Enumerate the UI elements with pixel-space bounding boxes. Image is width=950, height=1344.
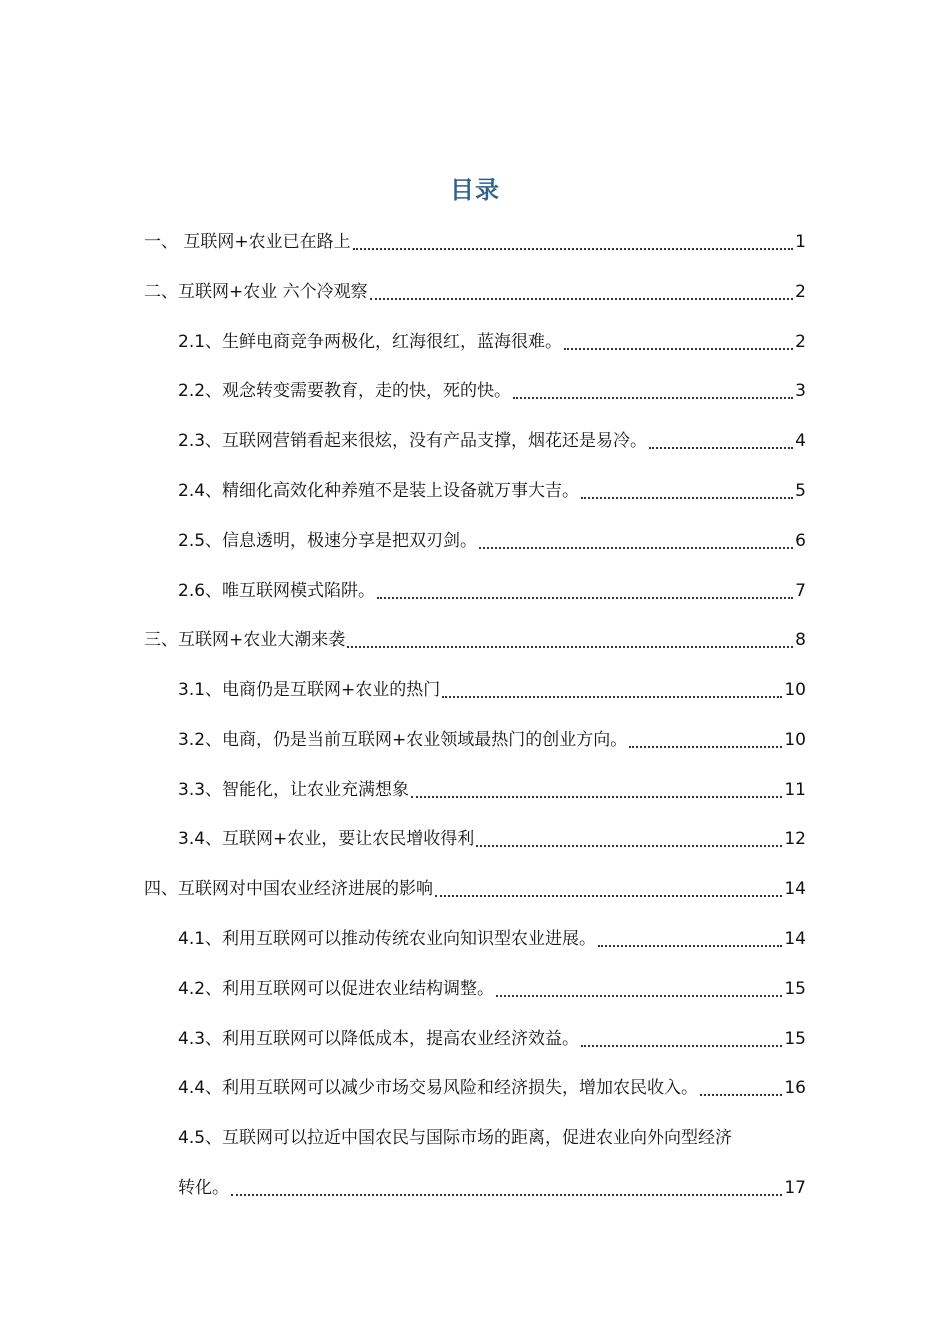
toc-page-number: 15: [784, 979, 806, 999]
toc-page-number: 10: [784, 730, 806, 750]
leader-dots: [513, 397, 793, 399]
toc-entry-label: 2.2、观念转变需要教育，走的快，死的快。: [178, 381, 512, 401]
toc-page-number: 14: [784, 929, 806, 949]
toc-entry-label: 2.5、信息透明，极速分享是把双刃剑。: [178, 531, 478, 551]
toc-entry-2-5[interactable]: [178, 529, 806, 553]
toc-entry-2-4[interactable]: [178, 479, 806, 503]
leader-dots: [370, 298, 794, 300]
toc-entry-1[interactable]: [144, 230, 806, 254]
toc-page-number: 2: [795, 332, 806, 352]
toc-entry-label: 2.4、精细化高效化种养殖不是装上设备就万事大吉。: [178, 481, 580, 501]
toc-entry-label: 3.3、智能化，让农业充满想象: [178, 780, 410, 800]
toc-page-number: 8: [795, 630, 806, 650]
toc-entry-label: 一、 互联网+农业已在路上: [144, 232, 351, 252]
toc-entry-label: 2.6、唯互联网模式陷阱。: [178, 581, 376, 601]
leader-dots: [442, 696, 782, 698]
toc-entry-2-3[interactable]: [178, 429, 806, 453]
toc-page-number: 1: [795, 232, 806, 252]
toc-entry-3-3[interactable]: [178, 778, 806, 802]
toc-entry-label: 4.3、利用互联网可以降低成本，提高农业经济效益。: [178, 1029, 580, 1049]
leader-dots: [435, 895, 782, 897]
page-title: 目录: [450, 176, 500, 204]
toc-entry-2[interactable]: [144, 280, 806, 304]
leader-dots: [476, 845, 782, 847]
toc-entry-4-5-first-line[interactable]: 4.5、互联网可以拉近中国农民与国际市场的距离，促进农业向外向型经济: [178, 1128, 733, 1148]
toc-entry-label: 三、互联网+农业大潮来袭: [144, 630, 346, 650]
toc-entry-label: 四、互联网对中国农业经济进展的影响: [144, 879, 433, 899]
toc-entry-3-2[interactable]: [178, 728, 806, 752]
toc-page-number: 15: [784, 1029, 806, 1049]
toc-page-number: 11: [784, 780, 806, 800]
toc-entry-4-5[interactable]: [178, 1176, 806, 1200]
leader-dots: [581, 497, 793, 499]
toc-entry-label: 二、互联网+农业 六个冷观察: [144, 282, 368, 302]
toc-entry-label: 转化。: [178, 1178, 229, 1198]
toc-page-number: 17: [784, 1178, 806, 1198]
toc-page-number: 5: [795, 481, 806, 501]
toc-page-number: 10: [784, 680, 806, 700]
leader-dots: [649, 447, 793, 449]
toc-entry-4[interactable]: [144, 877, 806, 901]
toc-entry-3-4[interactable]: [178, 827, 806, 851]
leader-dots: [598, 945, 782, 947]
toc-entry-label: 3.2、电商，仍是当前互联网+农业领域最热门的创业方向。: [178, 730, 628, 750]
toc-entry-4-4[interactable]: [178, 1076, 806, 1100]
leader-dots: [411, 796, 782, 798]
toc-entry-4-2[interactable]: [178, 977, 806, 1001]
leader-dots: [496, 995, 782, 997]
toc-entry-label: 4.1、利用互联网可以推动传统农业向知识型农业进展。: [178, 929, 597, 949]
toc-page-number: 6: [795, 531, 806, 551]
toc-entry-2-6[interactable]: [178, 579, 806, 603]
toc-page-number: 7: [795, 581, 806, 601]
leader-dots: [231, 1194, 782, 1196]
leader-dots: [581, 1045, 782, 1047]
leader-dots: [479, 547, 793, 549]
toc-page-number: 2: [795, 282, 806, 302]
leader-dots: [564, 348, 793, 350]
toc-entry-4-1[interactable]: [178, 927, 806, 951]
toc-entry-2-1[interactable]: [178, 330, 806, 354]
leader-dots: [629, 746, 782, 748]
toc-entry-label: 3.4、互联网+农业，要让农民增收得利: [178, 829, 475, 849]
toc-entry-3[interactable]: [144, 628, 806, 652]
leader-dots: [347, 646, 793, 648]
toc-entry-3-1[interactable]: [178, 678, 806, 702]
toc-entry-label: 3.1、电商仍是互联网+农业的热门: [178, 680, 441, 700]
toc-page-number: 16: [784, 1078, 806, 1098]
toc-page-number: 12: [784, 829, 806, 849]
toc-page-number: 14: [784, 879, 806, 899]
toc-entry-label: 2.3、互联网营销看起来很炫，没有产品支撑，烟花还是易冷。: [178, 431, 648, 451]
toc-entry-label: 4.4、利用互联网可以减少市场交易风险和经济损失，增加农民收入。: [178, 1078, 699, 1098]
leader-dots: [377, 597, 793, 599]
toc-entry-label: 4.2、利用互联网可以促进农业结构调整。: [178, 979, 495, 999]
toc-entry-2-2[interactable]: [178, 379, 806, 403]
leader-dots: [700, 1094, 782, 1096]
toc-entry-4-3[interactable]: [178, 1027, 806, 1051]
leader-dots: [353, 248, 794, 250]
toc-page-number: 3: [795, 381, 806, 401]
toc-page-number: 4: [795, 431, 806, 451]
toc-entry-label: 2.1、生鲜电商竞争两极化，红海很红，蓝海很难。: [178, 332, 563, 352]
